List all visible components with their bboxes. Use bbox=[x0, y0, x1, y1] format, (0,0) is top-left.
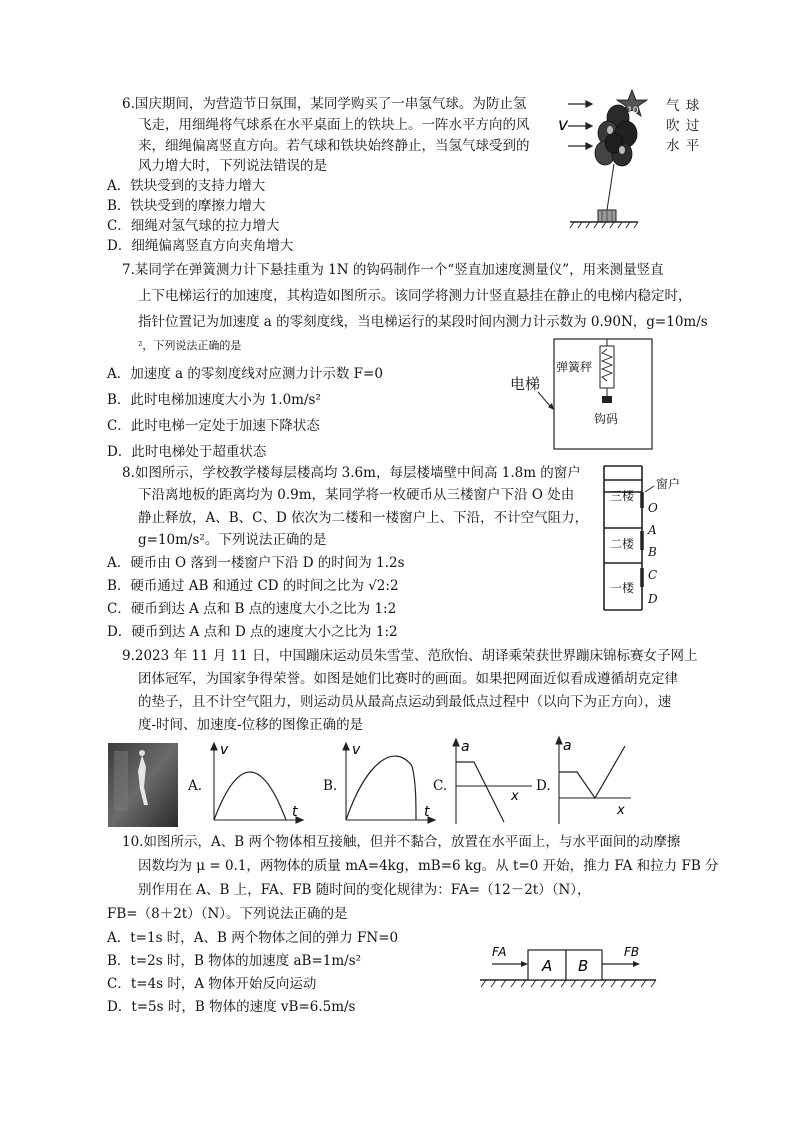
point-d-label: D bbox=[648, 592, 658, 606]
q9-stem-line: 团体冠军，为国家争得荣誉。如图是她们比赛时的画面。如果把网面近似看成遵循胡克定律 bbox=[138, 671, 678, 687]
q6-option-c: C．细绳对氢气球的拉力增大 bbox=[107, 218, 280, 234]
q7-option-a: A．加速度 a 的零刻度线对应测力计示数 F=0 bbox=[107, 366, 383, 382]
graph-a-y-label: v bbox=[220, 742, 229, 758]
q6-side-text: 气 球 bbox=[666, 98, 701, 114]
q7-stem-line: 7.某同学在弹簧测力计下悬挂重为 1N 的钩码制作一个“竖直加速度测量仪”，用来测量竖直 bbox=[122, 262, 664, 278]
floor-1-label: 一楼 bbox=[610, 581, 635, 595]
q7-stem-line: 上下电梯运行的加速度，其构造如图所示。该同学将测力计竖直悬挂在静止的电梯内稳定时， bbox=[138, 288, 692, 304]
q6-stem-line: 飞走，用细绳将气球系在水平桌面上的铁块上。一阵水平方向的风 bbox=[138, 117, 530, 133]
point-o-label: O bbox=[648, 501, 658, 515]
blocks-figure bbox=[478, 940, 662, 994]
q8-option-d: D．硬币到达 A 点和 D 点的速度大小之比为 1:2 bbox=[107, 624, 398, 640]
q9-graph-d bbox=[551, 736, 641, 828]
q7-option-c: C．此时电梯一定处于加速下降状态 bbox=[107, 418, 320, 434]
block-a-label: A bbox=[542, 957, 553, 975]
q10-option-a: A．t=1s 时，A、B 两个物体之间的弹力 FN=0 bbox=[107, 930, 399, 946]
q9-graph-a bbox=[204, 742, 304, 826]
spring-scale-label: 弹簧秤 bbox=[556, 360, 593, 374]
q7-stem-line: 指针位置记为加速度 a 的零刻度线，当电梯运行的某段时间内测力计示数为 0.90N，g=10m/s bbox=[138, 314, 708, 330]
q8-stem-line: 8.如图所示，学校教学楼每层楼高均 3.6m，每层楼墙壁中间高 1.8m 的窗户 bbox=[122, 465, 581, 481]
q6-option-b: B．铁块受到的摩擦力增大 bbox=[107, 198, 266, 214]
q7-option-b: B．此时电梯加速度大小为 1.0m/s² bbox=[107, 392, 321, 408]
q10-option-d: D．t=5s 时，B 物体的速度 vB=6.5m/s bbox=[107, 999, 356, 1015]
elevator-figure bbox=[508, 336, 658, 452]
q6-side-text: 水 平 bbox=[666, 138, 701, 154]
q8-option-b: B．硬币通过 AB 和通过 CD 的时间之比为 √2:2 bbox=[107, 578, 399, 594]
q6-stem-line: 6.国庆期间，为营造节日氛围，某同学购买了一串氢气球。为防止氢 bbox=[122, 96, 527, 112]
q6-option-d: D．细绳偏离竖直方向夹角增大 bbox=[107, 238, 294, 254]
q10-option-b: B．t=2s 时，B 物体的加速度 aB=1m/s² bbox=[107, 953, 362, 969]
hook-weight-label: 钩码 bbox=[594, 412, 619, 426]
force-a-label: FA bbox=[492, 945, 507, 959]
trampoline-photo bbox=[108, 743, 178, 827]
graph-d-y-label: a bbox=[563, 738, 572, 754]
q8-option-a: A．硬币由 O 落到一楼窗户下沿 D 的时间为 1.2s bbox=[107, 555, 405, 571]
graph-b-y-label: v bbox=[352, 742, 361, 758]
balloon-number: 10 bbox=[627, 106, 639, 116]
q10-stem-line: 因数均为 μ = 0.1，两物体的质量 mA=4kg，mB=6 kg。从 t=0 开始，推力 FA 和拉力 FB 分 bbox=[138, 858, 719, 874]
q6-option-a: A．铁块受到的支持力增大 bbox=[107, 178, 266, 194]
q8-stem-line: g=10m/s²。下列说法正确的是 bbox=[138, 532, 327, 548]
point-b-label: B bbox=[648, 545, 657, 559]
graph-a-x-label: t bbox=[292, 804, 298, 820]
q7-option-d: D．此时电梯处于超重状态 bbox=[107, 444, 267, 460]
force-b-label: FB bbox=[624, 945, 640, 959]
q9-stem-line: 的垫子，且不计空气阻力，则运动员从最高点运动到最低点过程中（以向下为正方向），速 bbox=[138, 694, 672, 710]
window-label: 窗户 bbox=[656, 477, 681, 491]
q8-option-c: C．硬币到达 A 点和 B 点的速度大小之比为 1:2 bbox=[107, 601, 397, 617]
q9-stem-line: 9.2023 年 11 月 11 日，中国蹦床运动员朱雪莹、范欣怡、胡译乘荣获世界蹦床锦标赛女子网上 bbox=[122, 648, 698, 664]
q10-option-c: C．t=4s 时，A 物体开始反向运动 bbox=[107, 976, 317, 992]
q7-stem-line: ²，下列说法正确的是 bbox=[138, 339, 242, 352]
graph-b-x-label: t bbox=[424, 804, 430, 820]
elevator-label: 电梯 bbox=[510, 375, 541, 393]
q8-stem-line: 下沿离地板的距离均为 0.9m，某同学将一枚硬币从三楼窗户下沿 O 处由 bbox=[138, 487, 575, 503]
q10-stem-line: 别作用在 A、B 上，FA、FB 随时间的变化规律为：FA=（12－2t）（N）， bbox=[138, 882, 591, 898]
point-a-label: A bbox=[648, 523, 657, 537]
block-b-label: B bbox=[578, 957, 589, 975]
graph-c-y-label: a bbox=[461, 739, 470, 755]
q10-stem-line: 10.如图所示，A、B 两个物体相互接触，但并不黏合，放置在水平面上，与水平面间的动摩擦 bbox=[122, 834, 681, 850]
floor-3-label: 三楼 bbox=[610, 489, 635, 503]
q9-option-a: A. bbox=[188, 778, 203, 794]
q9-option-b: B. bbox=[323, 778, 338, 794]
q9-option-c: C. bbox=[433, 778, 448, 794]
q6-stem-line: 来，细绳偏离竖直方向。若气球和铁块始终静止，当氢气球受到的 bbox=[138, 138, 530, 154]
q9-stem-line: 度-时间、加速度-位移的图像正确的是 bbox=[138, 717, 364, 733]
point-c-label: C bbox=[648, 568, 658, 582]
q9-graph-b bbox=[336, 742, 436, 826]
q8-stem-line: 静止释放，A、B、C、D 依次为二楼和一楼窗户上、下沿，不计空气阻力， bbox=[138, 510, 589, 526]
graph-d-x-label: x bbox=[617, 803, 625, 818]
q6-stem-line: 风力增大时，下列说法错误的是 bbox=[138, 158, 327, 174]
floor-2-label: 二楼 bbox=[610, 537, 635, 551]
q9-graph-c bbox=[448, 738, 538, 828]
q6-side-text: 吹 过 bbox=[666, 118, 701, 134]
q9-option-d: D. bbox=[536, 778, 551, 794]
q10-stem-line: FB=（8＋2t）（N）。下列说法正确的是 bbox=[107, 906, 348, 922]
graph-c-x-label: x bbox=[511, 789, 519, 804]
wind-velocity-label: v bbox=[558, 115, 569, 135]
